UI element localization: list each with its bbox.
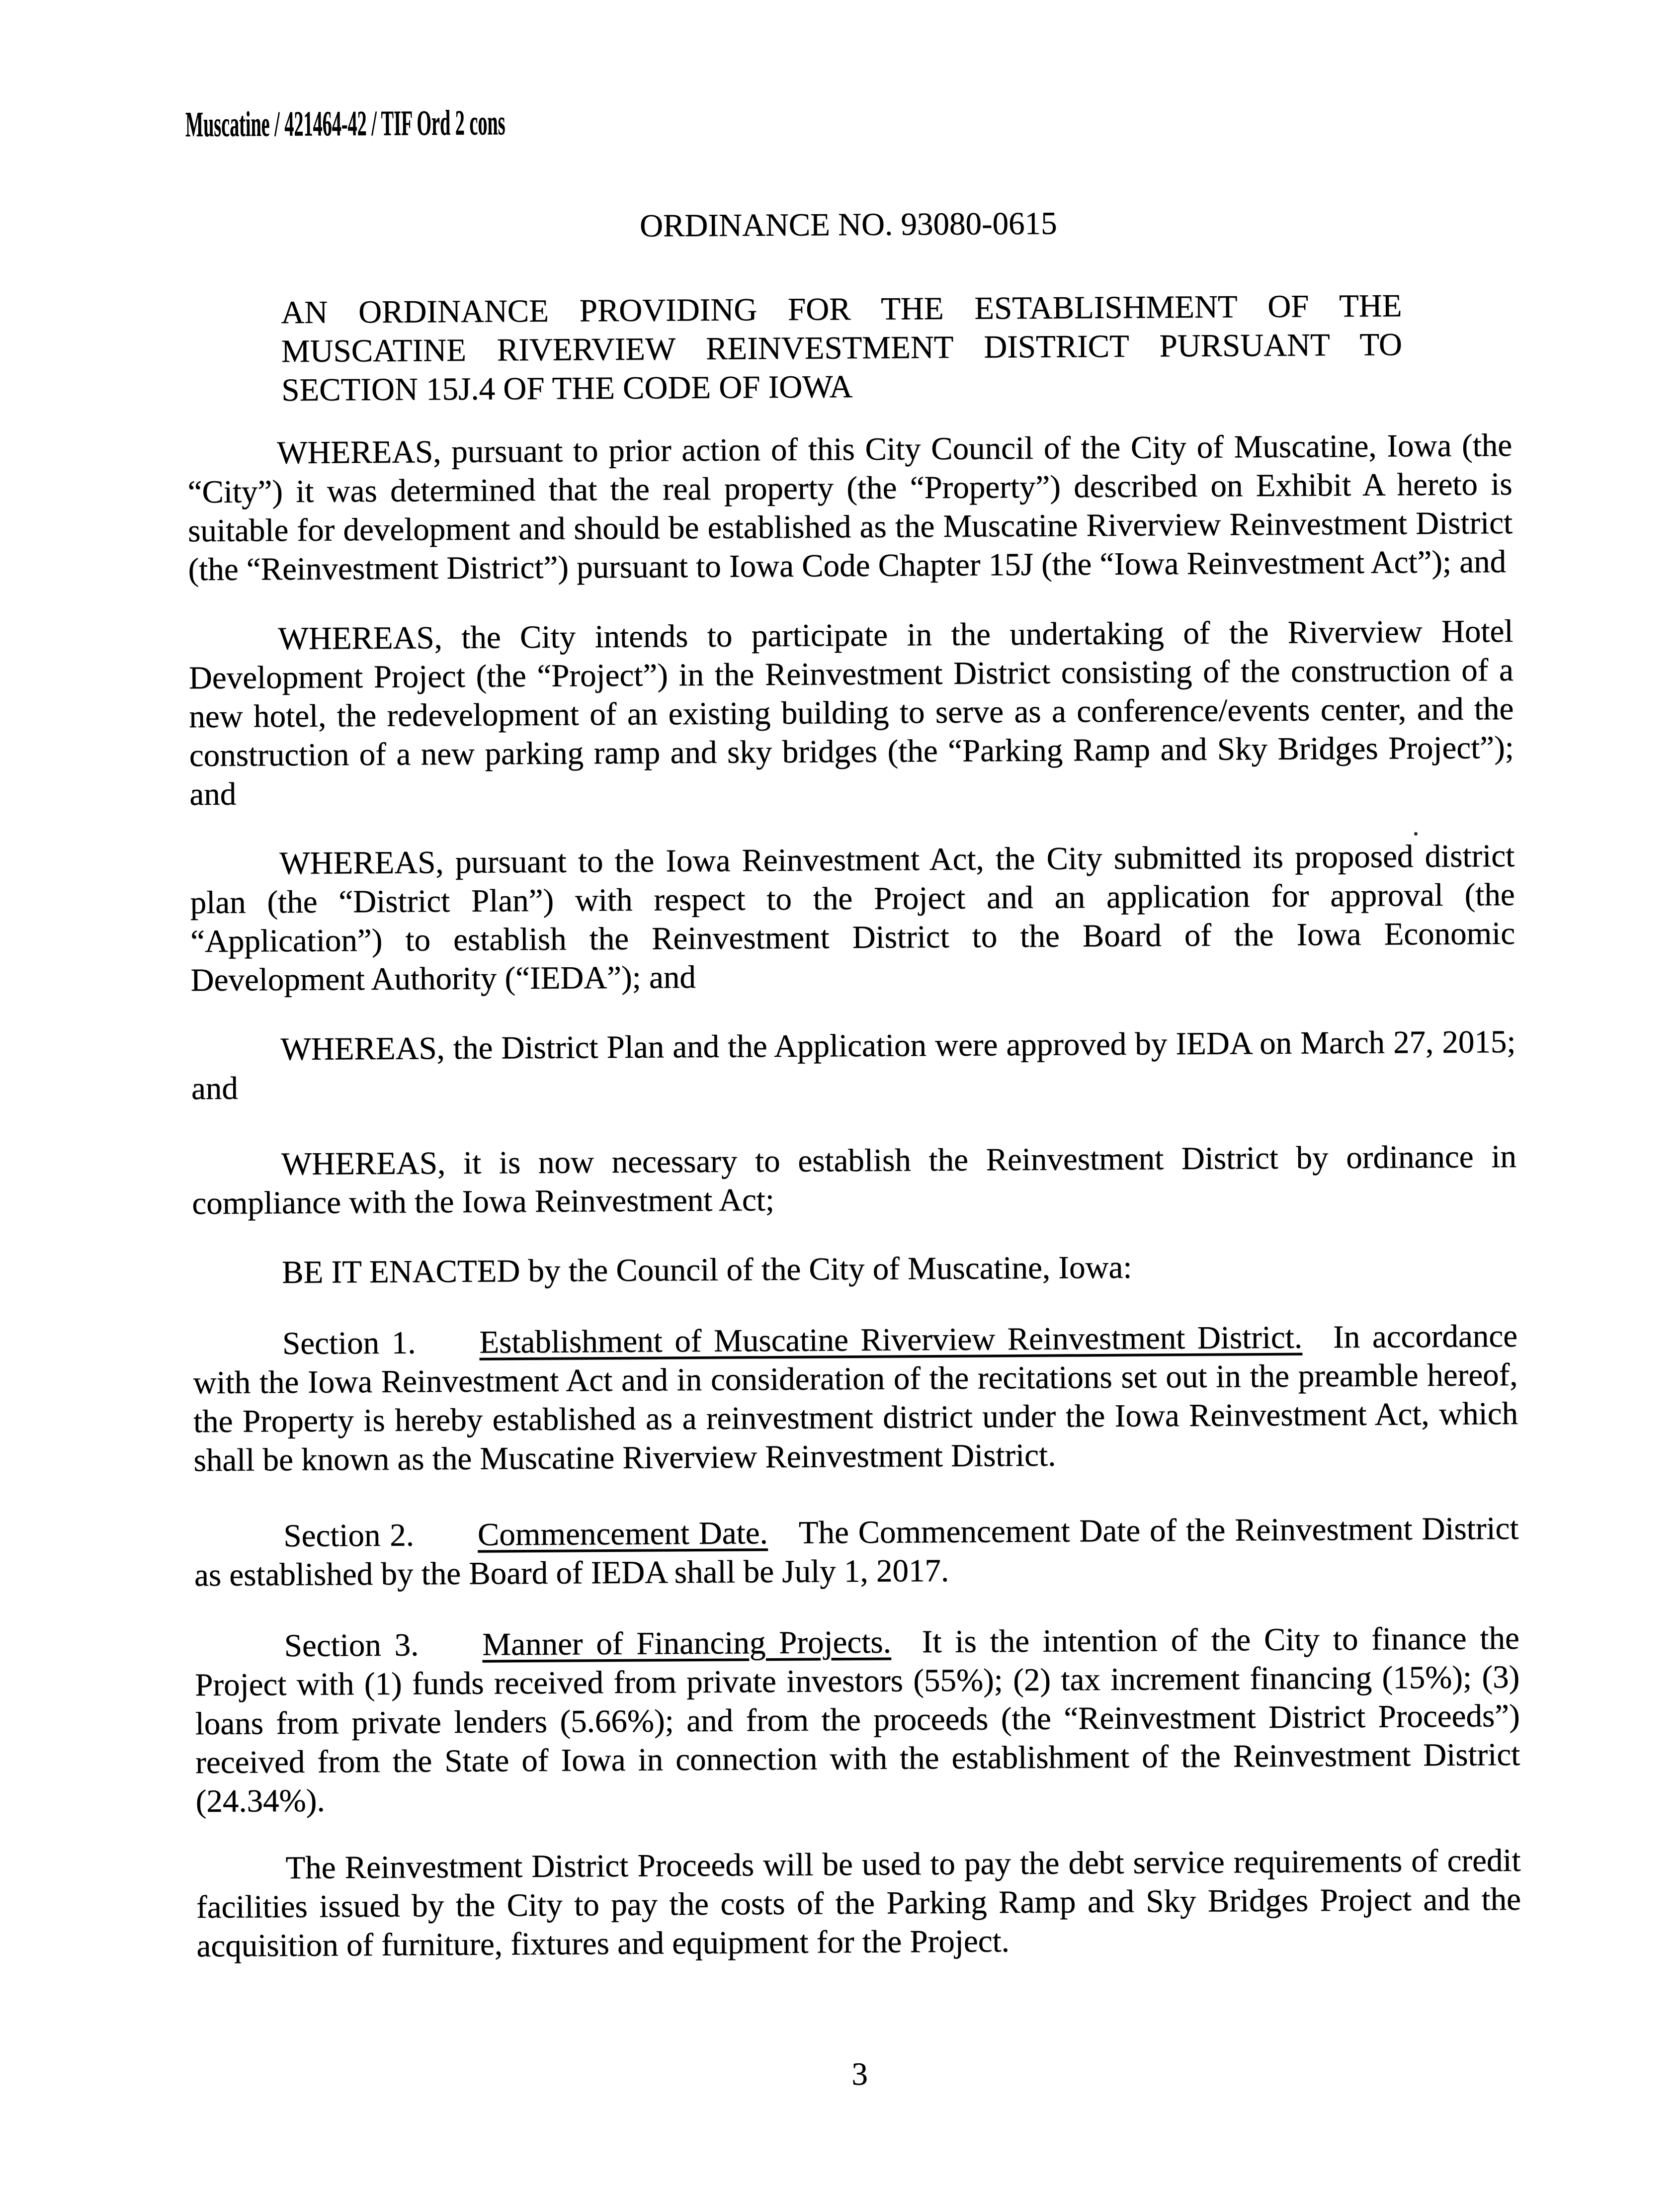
- whereas-paragraph-1: WHEREAS, pursuant to prior action of this City Council of the City of Muscatine, Iowa (the “City”) it was determined that the real property (the “Property”) described on Exhibit A hereto is suitable for development and should be established as the Muscatine Riverview Reinvestment District (the “Reinvestment District”) pursuant to Iowa Code Chapter 15J (the “Iowa Reinvestment Act”); and: [187, 427, 1513, 588]
- section-2-heading: Commencement Date.: [477, 1515, 768, 1553]
- section-1-heading: Establishment of Muscatine Riverview Reinvestment District.: [479, 1319, 1303, 1360]
- section-1-body: In accordance with the Iowa Reinvestment Act and in consideration of the recitations set out in the preamble hereof, the Property is hereby established as a reinvestment district under the Iowa Reinvestment Act, which shall be known as the Muscatine Riverview Reinvestment District.: [193, 1318, 1518, 1479]
- section-3-body: It is the intention of the City to finance the Project with (1) funds received from private investors (55%); (2) tax increment financing (15%); (3) loans from private lenders (5.66%); and from the proceeds (the “Reinvestment District Proceeds”) received from the State of Iowa in connection with the establishment of the Reinvestment District (24.34%).: [194, 1620, 1520, 1820]
- section-2-label: Section 2.: [283, 1517, 415, 1554]
- document-reference-text: Muscatine / 421464-42 / TIF Ord 2 cons: [185, 102, 505, 145]
- ordinance-caption: AN ORDINANCE PROVIDING FOR THE ESTABLISHMENT OF THE MUSCATINE RIVERVIEW REINVESTMENT DISTRICT PURSUANT TO SECTION 15J.4 OF THE CODE OF IOWA: [281, 288, 1402, 409]
- page-content: [185, 95, 1522, 2098]
- document-reference-stamp: [185, 95, 1510, 146]
- whereas-paragraph-3: WHEREAS, pursuant to the Iowa Reinvestment Act, the City submitted its proposed district plan (the “District Plan”) with respect to the Project and an application for approval (the “Application”) to establish the Reinvestment District to the Board of the Iowa Economic Development Authority (“IEDA”); and: [190, 838, 1515, 999]
- enacting-clause: BE IT ENACTED by the Council of the City of Muscatine, Iowa:: [281, 1249, 1132, 1291]
- closing-paragraph: The Reinvestment District Proceeds will be used to pay the debt service requirements of credit facilities issued by the City to pay the costs of the Parking Ramp and Sky Bridges Project and the acquisition of furniture, fixtures and equipment for the Project.: [196, 1842, 1521, 1964]
- section-2-paragraph: [194, 1509, 1519, 1595]
- section-3-label: Section 3.: [284, 1627, 419, 1664]
- section-1-paragraph: [193, 1317, 1518, 1480]
- scan-speck-artifact: [1414, 832, 1418, 836]
- page-number: 3: [851, 2056, 868, 2093]
- section-2-body: The Commencement Date of the Reinvestment District as established by the Board of IEDA shall be July 1, 2017.: [194, 1510, 1519, 1594]
- section-1-label: Section 1.: [282, 1325, 416, 1362]
- section-3-paragraph: [194, 1619, 1520, 1821]
- ordinance-number-title: ORDINANCE NO. 93080-0615: [639, 205, 1057, 244]
- section-3-heading: Manner of Financing Projects.: [482, 1624, 891, 1663]
- whereas-paragraph-4: WHEREAS, the District Plan and the Application were approved by IEDA on March 27, 2015; and: [191, 1023, 1516, 1107]
- whereas-paragraph-2: WHEREAS, the City intends to participate in the undertaking of the Riverview Hotel Development Project (the “Project”) in the Reinvestment District consisting of the construction of a new hotel, the redevelopment of an existing building to serve as a conference/events center, and the construction of a new parking ramp and sky bridges (the “Parking Ramp and Sky Bridges Project”); and: [188, 613, 1514, 813]
- whereas-paragraph-5: WHEREAS, it is now necessary to establish the Reinvestment District by ordinance in compliance with the Iowa Reinvestment Act;: [192, 1138, 1516, 1222]
